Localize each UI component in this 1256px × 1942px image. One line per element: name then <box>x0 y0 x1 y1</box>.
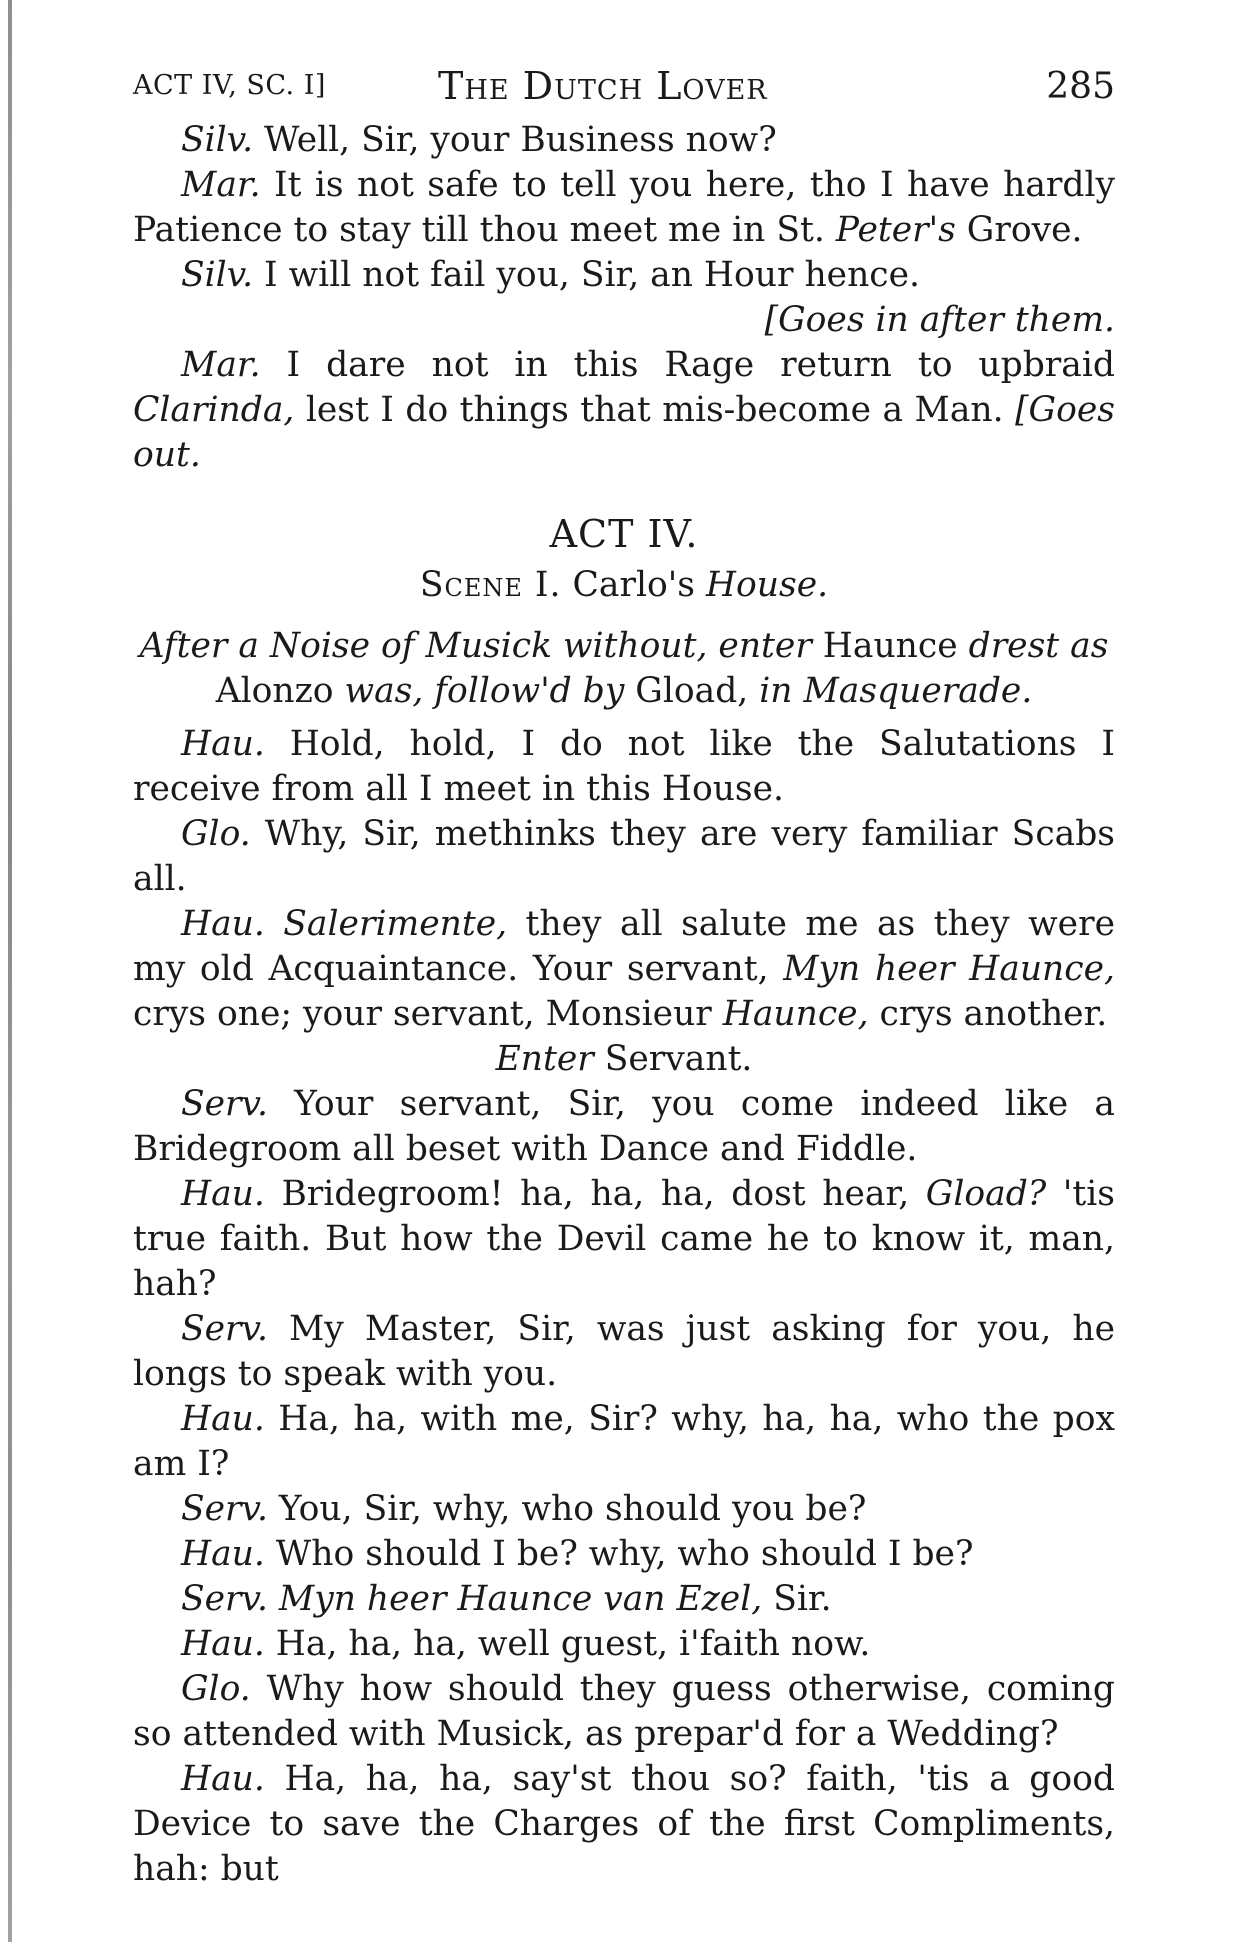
speech-text: Grove. <box>955 210 1083 250</box>
character-name: Servant. <box>593 1039 753 1079</box>
speaker-name: Hau. <box>181 1174 265 1214</box>
italic-word: Salerimente, <box>264 904 508 944</box>
speaker-name: Serv. <box>181 1579 268 1619</box>
page-number: 285 <box>1046 66 1115 107</box>
enter-word: Enter <box>495 1039 594 1079</box>
stage-direction: [Goes out. <box>133 390 1115 475</box>
speech <box>133 1577 1115 1622</box>
running-head-act-scene: ACT IV, SC. I] <box>133 70 326 101</box>
direction-text: After a Noise of Musick without, enter <box>139 626 812 666</box>
speech <box>133 722 1115 812</box>
play-text <box>133 118 1115 1892</box>
speech-text: It is not safe to tell you here, tho I have hardly Patience to stay till thou meet me in St. <box>133 165 1115 250</box>
speech <box>133 253 1115 298</box>
speech-text: Ha, ha, ha, well guest, i'faith now. <box>264 1624 871 1664</box>
speech-text: Hold, hold, I do not like the Salutations I receive from all I meet in this House. <box>133 724 1115 809</box>
direction-text: drest as <box>968 626 1109 666</box>
speech-text: crys one; your servant, Monsieur <box>133 994 723 1034</box>
speaker-name: Serv. <box>181 1489 268 1529</box>
speaker-name: Hau. <box>181 1399 265 1439</box>
speech <box>133 1757 1115 1892</box>
speech-text: crys another. <box>868 994 1108 1034</box>
speech <box>133 163 1115 253</box>
speech-text: My Master, Sir, was just asking for you, he longs to speak with you. <box>133 1309 1115 1394</box>
act-heading: ACT IV. <box>549 512 699 556</box>
speaker-name: Mar. <box>181 345 261 385</box>
speech-text: they all salute me as they were my old Acquaintance. Your servant, <box>133 904 1115 989</box>
speech <box>133 1487 1115 1532</box>
character-name: Gload, <box>635 671 749 711</box>
speech-text: Why, Sir, methinks they are very familiar Scabs all. <box>133 814 1115 899</box>
character-name: Haunce <box>822 626 958 666</box>
entrance-direction <box>133 1037 1115 1082</box>
running-head <box>133 62 1115 118</box>
speech <box>133 1082 1115 1172</box>
speech-text: 'tis true faith. But how the Devil came he to know it, man, hah? <box>133 1174 1115 1304</box>
speaker-name: Silv. <box>181 255 254 295</box>
speech <box>133 118 1115 163</box>
speech-text: lest I do things that mis-become a Man. <box>294 390 1016 430</box>
speech <box>133 1307 1115 1397</box>
scene-label: Scene I. <box>419 565 562 605</box>
stage-direction: [Goes in after them. <box>764 300 1115 340</box>
direction-text: in Masquerade. <box>759 671 1033 711</box>
character-name: Alonzo <box>215 671 334 711</box>
speech-text: You, Sir, why, who should you be? <box>267 1489 867 1529</box>
speech-text: Bridegroom! ha, ha, ha, dost hear, <box>264 1174 926 1214</box>
speaker-name: Hau. <box>181 904 265 944</box>
book-page <box>133 62 1115 1892</box>
speech-text: I will not fail you, Sir, an Hour hence. <box>253 255 920 295</box>
speaker-name: Glo. <box>181 814 251 854</box>
speech-text: Why how should they guess otherwise, coming so attended with Musick, as prepar'd for a Wedding? <box>133 1669 1115 1754</box>
speech-text: Sir. <box>762 1579 832 1619</box>
speech <box>133 1397 1115 1487</box>
speaker-name: Hau. <box>181 724 265 764</box>
scan-edge <box>8 0 12 1942</box>
running-head-title: The Dutch Lover <box>438 64 768 108</box>
italic-name: Myn heer Haunce van Ezel, <box>267 1579 763 1619</box>
speech-text: Ha, ha, with me, Sir? why, ha, ha, who the pox am I? <box>133 1399 1115 1484</box>
speaker-name: Glo. <box>181 1669 251 1709</box>
speaker-name: Mar. <box>181 165 261 205</box>
speaker-name: Serv. <box>181 1309 268 1349</box>
direction-text: was, follow'd by <box>344 671 625 711</box>
speech <box>133 1622 1115 1667</box>
speaker-name: Hau. <box>181 1759 265 1799</box>
speech <box>133 1172 1115 1307</box>
speech-text: I dare not in this Rage return to upbraid <box>260 345 1115 385</box>
speech <box>133 1667 1115 1757</box>
scene-heading <box>133 563 1115 608</box>
scene-place-italic: House. <box>705 565 829 605</box>
speaker-name: Hau. <box>181 1624 265 1664</box>
italic-name: Clarinda, <box>133 390 295 430</box>
italic-name: Gload? <box>925 1174 1047 1214</box>
speech-text: Well, Sir, your Business now? <box>253 120 777 160</box>
speaker-name: Serv. <box>181 1084 268 1124</box>
speaker-name: Silv. <box>181 120 254 160</box>
speech <box>133 1532 1115 1577</box>
scene-place: Carlo's <box>572 565 695 605</box>
italic-name: Myn heer Haunce, <box>783 949 1115 989</box>
italic-name: Peter's <box>835 210 956 250</box>
speaker-name: Hau. <box>181 1534 265 1574</box>
speech <box>133 902 1115 1037</box>
italic-name: Haunce, <box>722 994 869 1034</box>
speech <box>133 812 1115 902</box>
opening-stage-direction <box>133 624 1115 714</box>
speech-text: Who should I be? why, who should I be? <box>264 1534 974 1574</box>
speech <box>133 343 1115 478</box>
speech-text: Your servant, Sir, you come indeed like a Bridegroom all beset with Dance and Fiddle. <box>133 1084 1115 1169</box>
speech-text: Ha, ha, ha, say'st thou so? faith, 'tis a good Device to save the Charges of the first Compliments, hah: but <box>133 1759 1115 1889</box>
